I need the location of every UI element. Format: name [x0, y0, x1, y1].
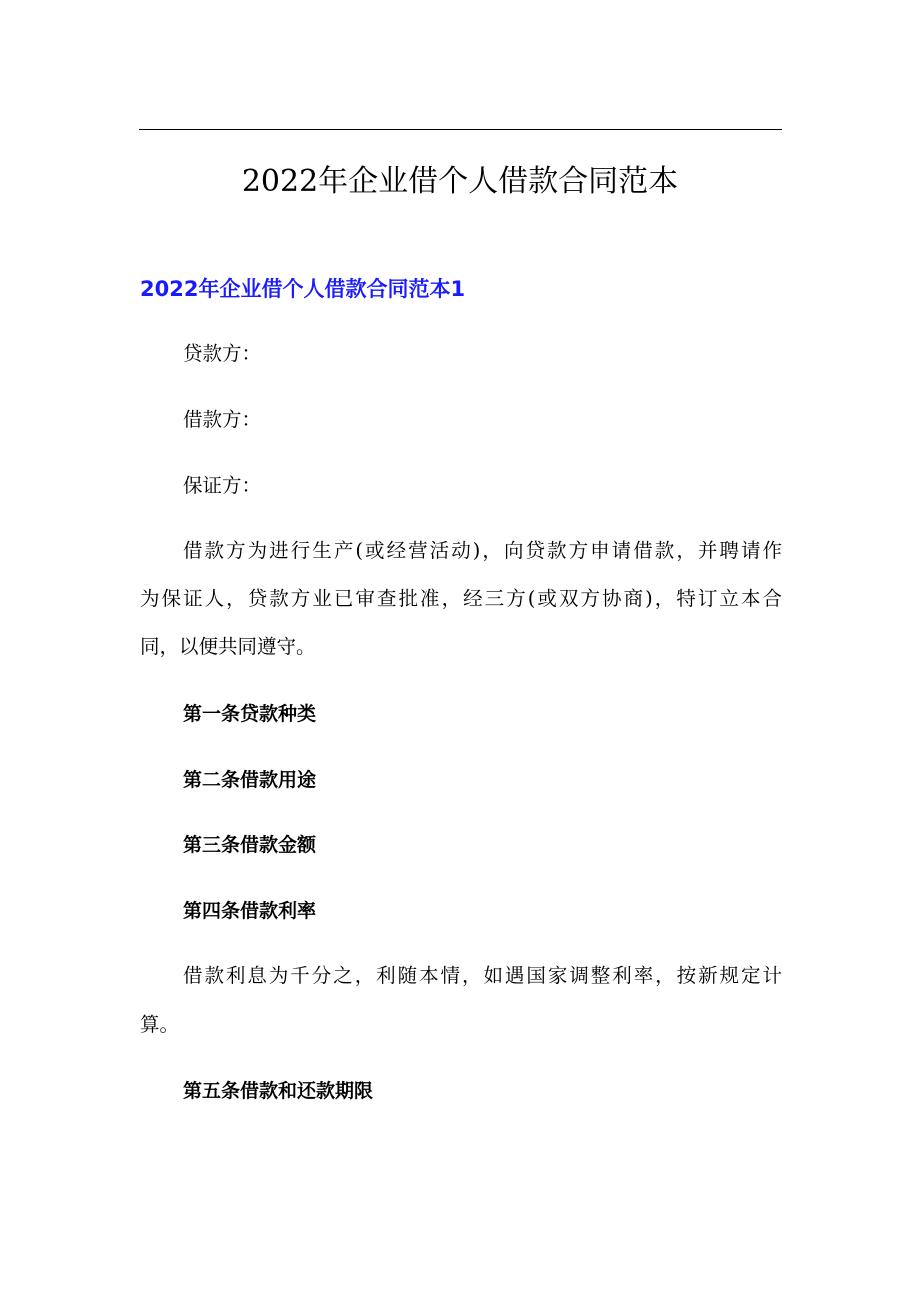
article-2-heading: 第二条借款用途 — [183, 769, 317, 791]
article-4-heading: 第四条借款利率 — [183, 900, 317, 922]
preamble-line-3: 同，以便共同遵守。 — [140, 635, 316, 658]
interest-clause-line-1: 借款利息为千分之，利随本情，如遇国家调整利率，按新规定计 — [183, 964, 782, 987]
preamble-line-1: 借款方为进行生产(或经营活动)，向贷款方申请借款，并聘请作 — [183, 539, 782, 562]
lender-label: 贷款方： — [183, 342, 262, 365]
article-1-heading: 第一条贷款种类 — [183, 703, 317, 725]
article-5-heading: 第五条借款和还款期限 — [183, 1080, 374, 1102]
article-3-heading: 第三条借款金额 — [183, 834, 317, 856]
section-heading: 2022年企业借个人借款合同范本1 — [140, 277, 466, 301]
interest-clause-line-2: 算。 — [140, 1013, 180, 1036]
document-title: 2022年企业借个人借款合同范本 — [241, 164, 679, 199]
preamble-line-2: 为保证人，贷款方业已审查批准，经三方(或双方协商)，特订立本合 — [140, 587, 782, 610]
borrower-label: 借款方： — [183, 408, 262, 431]
guarantor-label: 保证方： — [183, 474, 262, 497]
header-rule — [139, 129, 782, 130]
